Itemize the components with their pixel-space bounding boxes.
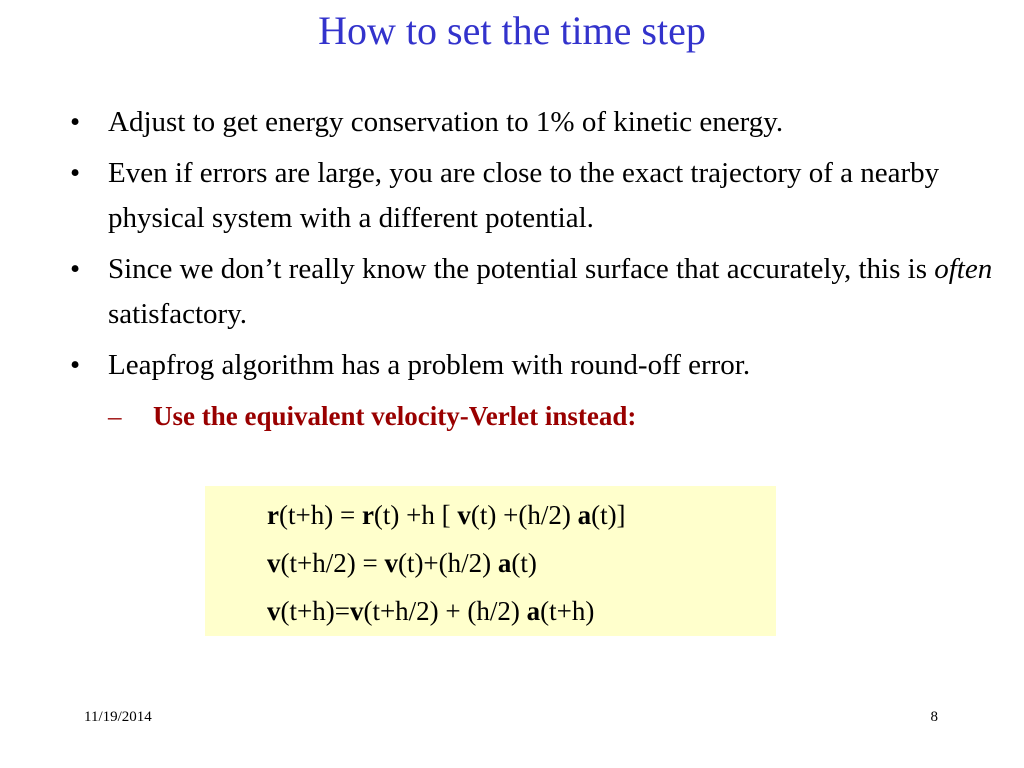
formula-text: (t) bbox=[511, 548, 537, 578]
sub-bullet-text: Use the equivalent velocity-Verlet instead: bbox=[153, 401, 637, 431]
bullet-item bbox=[70, 100, 1000, 145]
formula-half-step-velocity bbox=[267, 546, 537, 580]
sub-bullet-marker: – bbox=[108, 401, 122, 431]
bullet-text: Even if errors are large, you are close to the exact trajectory of a nearby physical system with a different potential. bbox=[108, 157, 940, 234]
formula-text: (t+h) = bbox=[278, 500, 362, 530]
bullet-marker: • bbox=[70, 253, 81, 285]
formula-box bbox=[205, 486, 776, 636]
slide-title: How to set the time step bbox=[318, 8, 706, 53]
vector-symbol: a bbox=[577, 500, 592, 530]
formula-text: (t)+(h/2) bbox=[397, 548, 498, 578]
footer-date: 11/19/2014 bbox=[84, 709, 152, 725]
vector-symbol: v bbox=[349, 596, 364, 626]
bullet-emphasis: often bbox=[934, 253, 993, 285]
bullet-item bbox=[70, 247, 1000, 337]
bullet-marker: • bbox=[70, 106, 81, 138]
vector-symbol: v bbox=[267, 548, 281, 578]
bullet-text: Leapfrog algorithm has a problem with round-off error. bbox=[108, 349, 751, 381]
vector-symbol: r bbox=[361, 500, 374, 530]
formula-text: (t+h) bbox=[540, 596, 595, 626]
formula-text: (t) +(h/2) bbox=[470, 500, 578, 530]
vector-symbol: r bbox=[267, 500, 279, 530]
bullet-item bbox=[70, 343, 1000, 388]
bullet-marker: • bbox=[70, 349, 81, 381]
vector-symbol: a bbox=[497, 548, 512, 578]
bullet-text: Adjust to get energy conservation to 1% of kinetic energy. bbox=[108, 106, 784, 138]
sub-bullet-item bbox=[108, 394, 1000, 439]
vector-symbol: v bbox=[384, 548, 398, 578]
bullet-marker: • bbox=[70, 157, 81, 189]
page-number: 8 bbox=[930, 709, 938, 725]
formula-text: (t) +h [ bbox=[373, 500, 458, 530]
bullet-text-before: Since we don’t really know the potential surface that accurately, this is bbox=[108, 253, 935, 285]
formula-text: (t+h/2) = bbox=[280, 548, 385, 578]
bullet-text-after: satisfactory. bbox=[108, 298, 248, 330]
vector-symbol: a bbox=[526, 596, 541, 626]
formula-text: (t)] bbox=[591, 500, 626, 530]
formula-position-update bbox=[267, 498, 626, 532]
vector-symbol: v bbox=[267, 596, 281, 626]
vector-symbol: v bbox=[457, 500, 471, 530]
formula-text: (t+h)= bbox=[280, 596, 350, 626]
bullet-list bbox=[70, 100, 1000, 439]
formula-full-step-velocity bbox=[267, 594, 594, 628]
bullet-item bbox=[70, 151, 1000, 241]
formula-text: (t+h/2) + (h/2) bbox=[363, 596, 527, 626]
